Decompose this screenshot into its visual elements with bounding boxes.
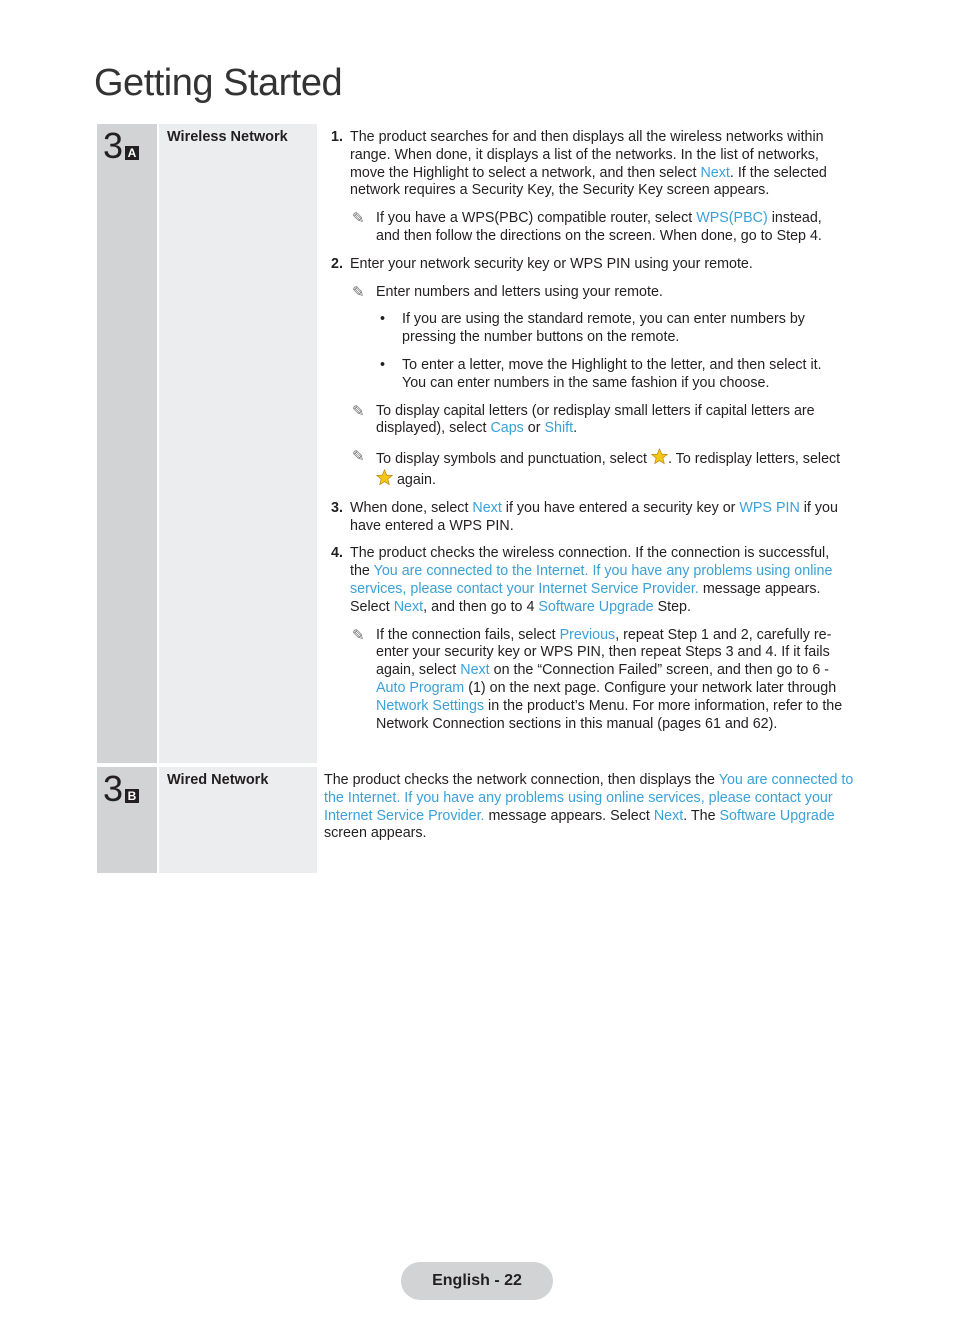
menu-term: Software Upgrade [538, 598, 654, 615]
item-text: , and then go to 4 [423, 598, 539, 615]
note [350, 284, 844, 302]
item-number: 3. [331, 499, 343, 516]
instruction-item [324, 256, 844, 490]
step-3b-section [97, 767, 857, 873]
item-text: When done, select [350, 499, 473, 516]
bullet-item [350, 311, 844, 347]
note [350, 627, 844, 734]
star-icon [376, 469, 393, 486]
step-3a-content [324, 129, 844, 743]
menu-term: Next [700, 164, 730, 181]
step-label: Wireless Network [167, 129, 288, 145]
menu-term: Next [653, 807, 684, 824]
pencil-note-icon: ✎ [352, 448, 365, 466]
note-text: in the product’s Menu. For more information, refer to the Network Connection sections in this manual (pages 61 and 62). [376, 697, 843, 732]
pencil-note-icon: ✎ [352, 402, 365, 420]
note-text: or [523, 420, 545, 437]
menu-term: Shift [544, 420, 574, 437]
step-label-cell [159, 767, 317, 873]
item-text: The product searches for and then displays all the wireless networks within range. When done, it displays a list of the networks. In the list of networks, move the Highlight to select a network, and then select [350, 129, 824, 181]
menu-term: Next [460, 662, 490, 679]
pencil-note-icon: ✎ [352, 626, 365, 644]
step-digit: 3 [103, 768, 124, 809]
note [350, 448, 844, 490]
step-label: Wired Network [167, 772, 269, 788]
bullet-text: To enter a letter, move the Highlight to the letter, and then select it. You can enter numbers in the same fashion if you choose. [402, 356, 822, 391]
item-number: 1. [331, 129, 343, 145]
note [350, 210, 844, 246]
note-text: on the “Connection Failed” screen, and then go to 6 - [489, 662, 830, 679]
note-text: instead, and then follow the directions on the screen. When done, go to Step 4. [376, 210, 822, 244]
menu-term: Previous [559, 626, 616, 643]
menu-term: Software Upgrade [719, 807, 835, 824]
message-text: You are connected to the Internet. If you have any problems using online services, please contact your Internet Service Provider. [350, 563, 833, 597]
item-text: The product checks the network connection, then displays the [324, 772, 719, 788]
step-digit: 3 [103, 125, 124, 166]
note-text: , repeat Step 1 and 2, carefully re-enter your security key or WPS PIN, then repeat Steps 3 and 4. If it fails again, select [376, 626, 832, 679]
item-text: message appears. Select [484, 807, 654, 824]
step-number-cell [97, 767, 157, 873]
item-number: 2. [331, 255, 343, 272]
item-text: if you have entered a security key or [501, 499, 740, 516]
step-letter-badge: A [125, 146, 139, 160]
bullet-list [350, 311, 844, 392]
step-letter-badge: B [125, 789, 139, 803]
menu-term: Next [472, 499, 502, 516]
message-text: You are connected to the Internet. If you have any problems using online services, please contact your Internet Service Provider. [324, 772, 854, 824]
page-title: Getting Started [94, 62, 343, 104]
instruction-list [324, 129, 844, 733]
step-3b-content [324, 772, 854, 843]
instruction-item [324, 500, 844, 536]
bullet-dot: • [380, 311, 386, 328]
bullet-item [350, 357, 844, 393]
menu-term: WPS(PBC) [696, 210, 768, 227]
note-text: If you have a WPS(PBC) compatible router, select [376, 210, 697, 227]
item-number: 4. [331, 545, 343, 562]
item-text: Step. [653, 598, 691, 615]
note-text: If the connection fails, select [376, 626, 560, 643]
menu-term: Next [393, 598, 424, 615]
item-text: The product checks the wireless connection. If the connection is successful, the [350, 545, 830, 580]
pencil-note-icon: ✎ [352, 283, 365, 301]
note-text: To display capital letters (or redisplay small letters if capital letters are displayed), select [376, 402, 815, 437]
note-text: (1) on the next page. Configure your network later through [464, 679, 837, 696]
note-text: To display symbols and punctuation, select [376, 451, 651, 468]
star-icon [651, 448, 668, 465]
pencil-note-icon: ✎ [352, 210, 365, 228]
item-text: Enter your network security key or WPS PIN using your remote. [350, 255, 753, 272]
item-text: . If the selected network requires a Security Key, the Security Key screen appears. [350, 164, 827, 199]
page-number-badge: English - 22 [401, 1262, 553, 1300]
note-text: . [573, 420, 578, 437]
bullet-text: If you are using the standard remote, you can enter numbers by pressing the number buttons on the remote. [402, 311, 805, 346]
instruction-item [324, 545, 844, 733]
step-number-cell [97, 124, 157, 763]
step-3a-section [97, 124, 857, 763]
note [350, 403, 844, 439]
item-text: message appears. Select [350, 580, 821, 615]
menu-term: Auto Program [376, 679, 465, 696]
step-label-cell [159, 124, 317, 763]
instruction-item [324, 129, 844, 246]
item-text: if you have entered a WPS PIN. [350, 499, 838, 534]
note-text: again. [393, 471, 436, 488]
item-text: screen appears. [324, 825, 427, 842]
menu-term: Network Settings [376, 697, 485, 714]
note-text: . To redisplay letters, select [667, 451, 841, 468]
menu-term: WPS PIN [739, 499, 800, 516]
bullet-dot: • [380, 356, 386, 373]
note-text: Enter numbers and letters using your remote. [376, 283, 663, 300]
menu-term: Caps [490, 420, 524, 437]
item-text: . The [683, 807, 720, 824]
